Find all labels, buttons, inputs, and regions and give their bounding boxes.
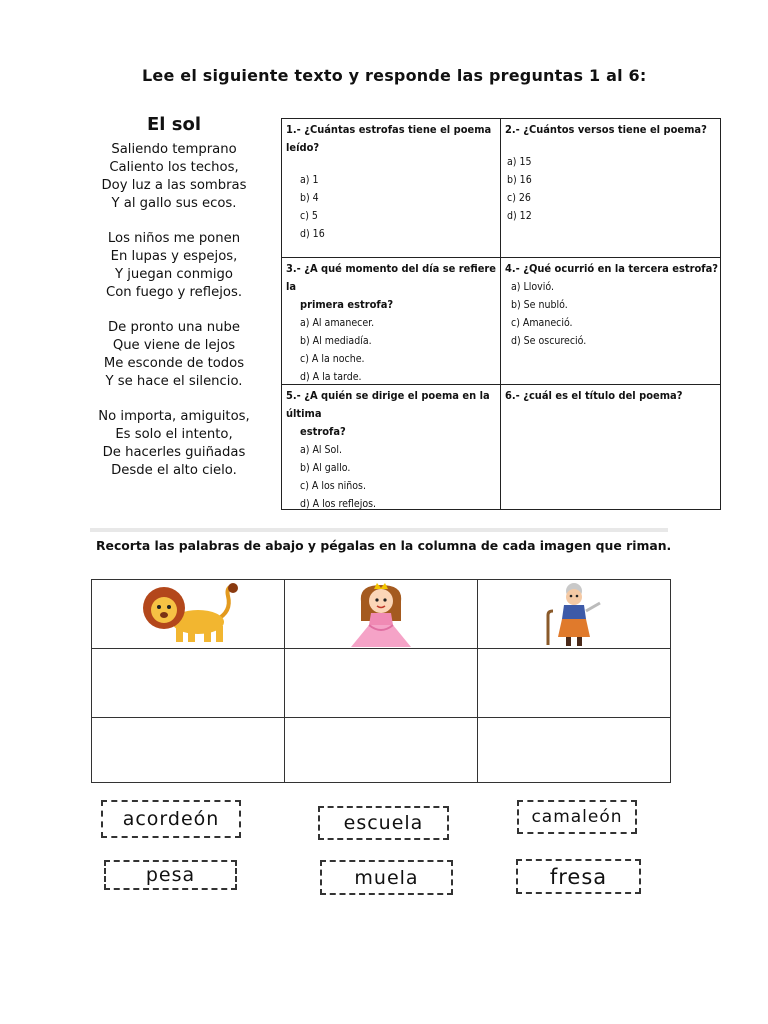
questions-grid xyxy=(281,118,721,510)
separator xyxy=(90,528,668,532)
word-label: fresa xyxy=(549,864,608,889)
instruction-text: Recorta las palabras de abajo y pégalas en la columna de cada imagen que riman. xyxy=(96,538,672,553)
poem-stanza-2 xyxy=(78,230,270,302)
answer-option: c) Amaneció. xyxy=(511,317,573,329)
lion-icon xyxy=(136,582,240,646)
question-1 xyxy=(286,121,500,243)
worksheet-heading: Lee el siguiente texto y responde las preguntas 1 al 6: xyxy=(142,66,647,85)
answer-option: d) 12 xyxy=(507,210,532,222)
word-card[interactable] xyxy=(318,806,449,840)
poem-line: Doy luz a las sombras xyxy=(101,178,247,193)
poem-line: Los niños me ponen xyxy=(107,231,241,246)
table-divider xyxy=(284,580,285,782)
princess-icon xyxy=(341,581,421,647)
poem-line: De hacerles guiñadas xyxy=(102,445,246,460)
answer-option: b) 16 xyxy=(507,174,532,186)
poem-stanza-3 xyxy=(78,319,270,391)
word-card[interactable] xyxy=(516,859,641,894)
answer-option: b) 4 xyxy=(300,192,319,204)
question-text: 2.- ¿Cuántos versos tiene el poema? xyxy=(505,123,707,136)
answer-option: d) 16 xyxy=(300,228,325,240)
word-card[interactable] xyxy=(517,800,637,834)
word-card[interactable] xyxy=(104,860,237,890)
poem-line: Y al gallo sus ecos. xyxy=(111,196,237,211)
word-label: muela xyxy=(354,866,419,889)
question-text: 1.- ¿Cuántas estrofas tiene el poema leído? xyxy=(286,123,492,154)
table-divider xyxy=(477,580,478,782)
poem-line: En lupas y espejos, xyxy=(110,249,238,264)
answer-option: a) Al Sol. xyxy=(300,444,342,456)
poem-line: De pronto una nube xyxy=(107,320,240,335)
question-5 xyxy=(286,387,500,513)
poem-line: Y se hace el silencio. xyxy=(105,374,243,389)
question-text: 3.- ¿A qué momento del día se refiere la xyxy=(286,262,497,293)
answer-option: a) 1 xyxy=(300,174,319,186)
poem-line: Con fuego y reflejos. xyxy=(105,285,243,300)
answer-option: b) Al gallo. xyxy=(300,462,351,474)
answer-option: a) Al amanecer. xyxy=(300,317,375,329)
answer-option: c) A la noche. xyxy=(300,353,365,365)
answer-option: c) 26 xyxy=(507,192,531,204)
poem-line: Es solo el intento, xyxy=(115,427,233,442)
table-divider xyxy=(92,648,670,649)
answer-option: d) A los reflejos. xyxy=(300,498,377,510)
poem-line: Caliento los techos, xyxy=(109,160,239,175)
question-text: estrofa? xyxy=(300,425,346,438)
word-label: pesa xyxy=(145,864,196,886)
question-text: primera estrofa? xyxy=(300,298,394,311)
word-label: escuela xyxy=(343,812,424,834)
question-2 xyxy=(505,121,719,225)
answer-option: c) A los niños. xyxy=(300,480,366,492)
answer-option: d) A la tarde. xyxy=(300,371,362,383)
word-card[interactable] xyxy=(101,800,241,838)
word-label: camaleón xyxy=(531,807,623,827)
grandmother-icon xyxy=(536,581,610,647)
question-4 xyxy=(505,260,719,350)
question-3 xyxy=(286,260,500,386)
poem-stanza-1 xyxy=(78,141,270,213)
table-divider xyxy=(92,717,670,718)
answer-option: b) Al mediadía. xyxy=(300,335,372,347)
rhyme-table xyxy=(91,579,671,783)
question-text: 6.- ¿cuál es el título del poema? xyxy=(505,389,683,402)
question-6 xyxy=(505,387,719,405)
answer-option: a) 15 xyxy=(507,156,532,168)
grid-divider xyxy=(282,257,720,258)
poem-line: No importa, amiguitos, xyxy=(98,409,250,424)
poem-line: Y juegan conmigo xyxy=(114,267,233,282)
question-text: 4.- ¿Qué ocurrió en la tercera estrofa? xyxy=(505,262,719,275)
poem-line: Desde el alto cielo. xyxy=(111,463,237,478)
poem-line: Saliendo temprano xyxy=(111,142,237,157)
question-text: 5.- ¿A quién se dirige el poema en la última xyxy=(286,389,490,420)
poem-title: El sol xyxy=(147,114,201,135)
answer-option: b) Se nubló. xyxy=(511,299,568,311)
poem-stanza-4 xyxy=(78,408,270,480)
grid-divider xyxy=(500,119,501,509)
answer-option: c) 5 xyxy=(300,210,318,222)
poem-line: Que viene de lejos xyxy=(112,338,236,353)
poem xyxy=(78,114,270,497)
poem-line: Me esconde de todos xyxy=(103,356,245,371)
answer-option: a) Llovió. xyxy=(511,281,554,293)
word-label: acordeón xyxy=(122,808,220,830)
answer-option: d) Se oscureció. xyxy=(511,335,587,347)
word-card[interactable] xyxy=(320,860,453,895)
